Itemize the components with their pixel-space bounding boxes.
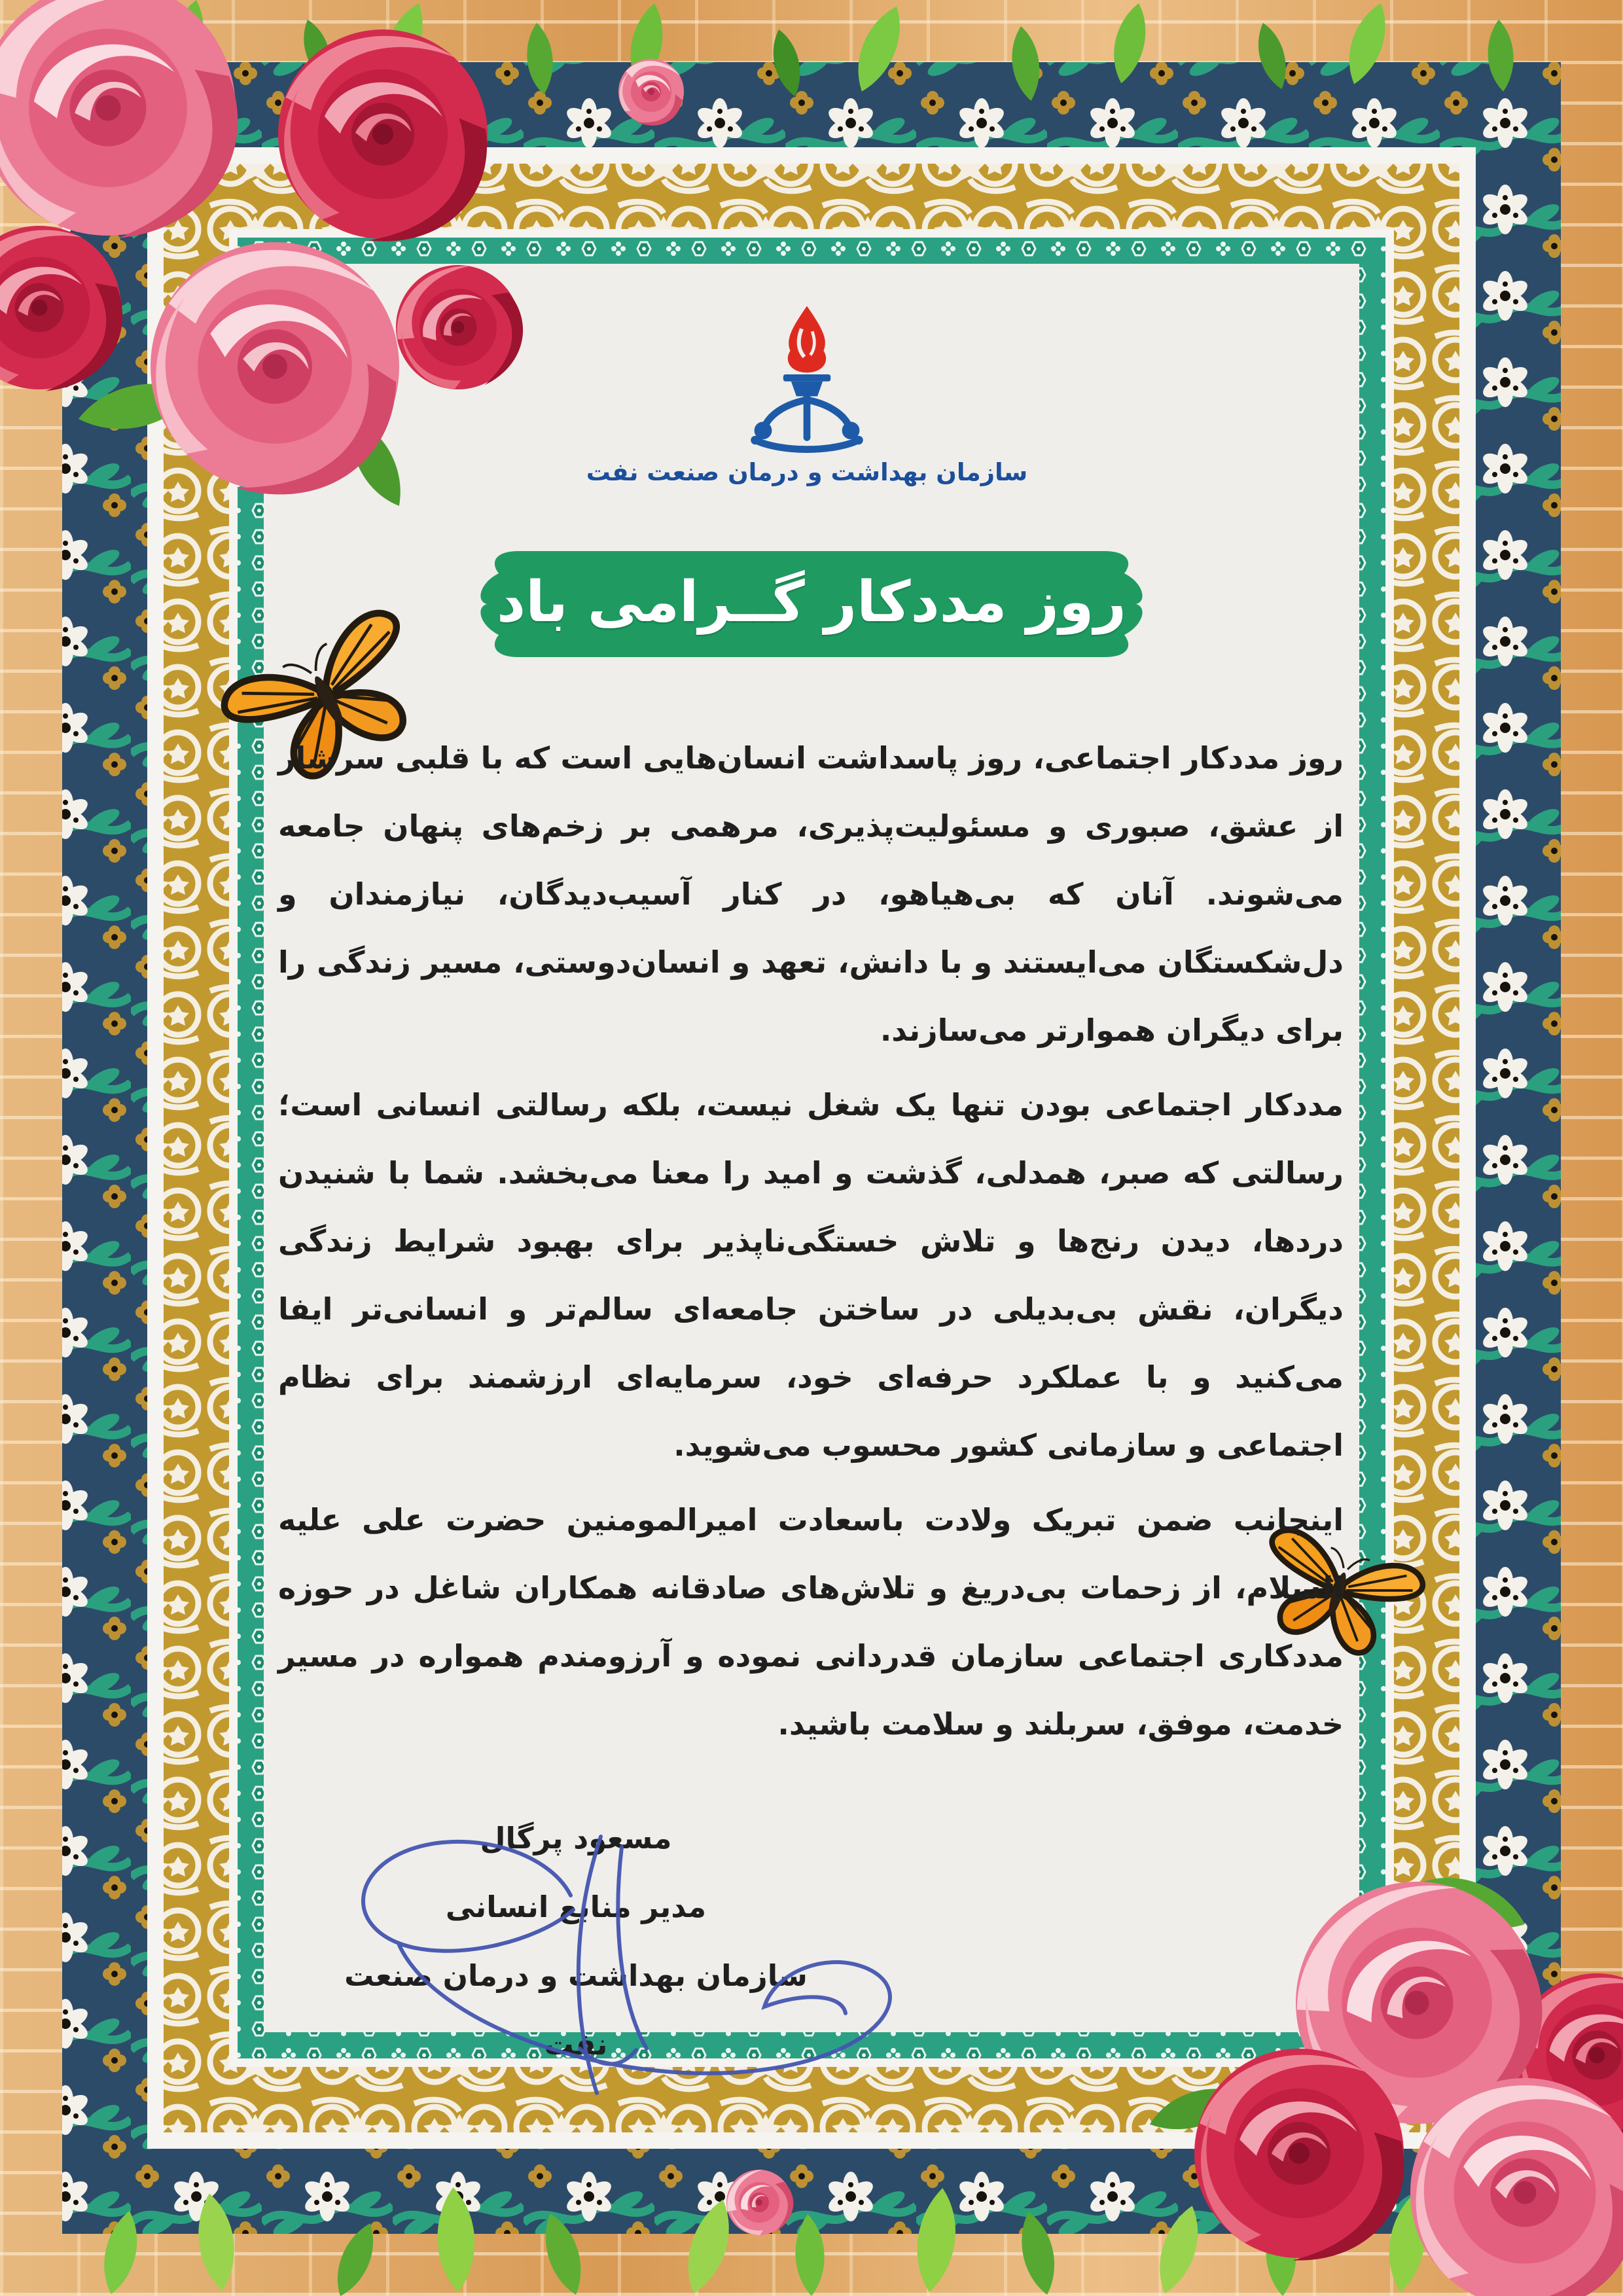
greeting-banner [465,542,1158,666]
signatory-role: مدیر منابع انسانی [445,1890,707,1924]
signature-scribble-icon [340,1833,969,2101]
paragraph: روز مددکار اجتماعی، روز پاسداشت انسان‌هایی است که با قلبی سرشار از عشق، صبوری و مسئولیت‌پذیری، مرهمی بر زخم‌های پنهان جامعه می‌شوند. آنان که بی‌هیاهو، در کنار آسیب‌دیدگان، نیازمندان و دل‌شکستگان می‌ایستند و با دانش، تعهد و انسان‌دوستی، مسیر زندگی را برای دیگران هموارتر می‌سازند. [278,740,1344,1048]
signatory-org: سازمان بهداشت و درمان صنعت نفت [344,1958,808,2062]
banner-title: روز مددکار گــرامی باد [497,569,1126,635]
logo-caption: سازمان بهداشت و درمان صنعت نفت [586,458,1028,486]
paragraph: اینجانب ضمن تبریک ولادت باسعادت امیرالمومنین حضرت علی علیه السلام، از زحمات بی‌دریغ و تلاش‌های صادقانه همکاران شاغل در حوزه مددکاری اجتماعی سازمان قدردانی نموده و آرزومندم همواره در مسیر خدمت، موفق، سربلند و سلامت باشید. [278,1502,1344,1742]
letter-body [278,724,1344,1765]
paragraph: مددکار اجتماعی بودن تنها یک شغل نیست، بلکه رسالتی انسانی است؛ رسالتی که صبر، همدلی، گذشت و امید را معنا می‌بخشد. شما با شنیدن دردها، دیدن رنج‌ها و تلاش خستگی‌ناپذیر برای بهبود شرایط زندگی دیگران، نقش بی‌بدیلی در ساختن جامعه‌ای سالم‌تر و انسانی‌تر ایفا می‌کنید و با عملکرد حرفه‌ای خود، سرمایه‌ای ارزشمند برای نظام اجتماعی و سازمانی کشور محسوب می‌شوید. [278,1087,1344,1463]
signatory-name: مسعود پرگال [480,1821,672,1856]
